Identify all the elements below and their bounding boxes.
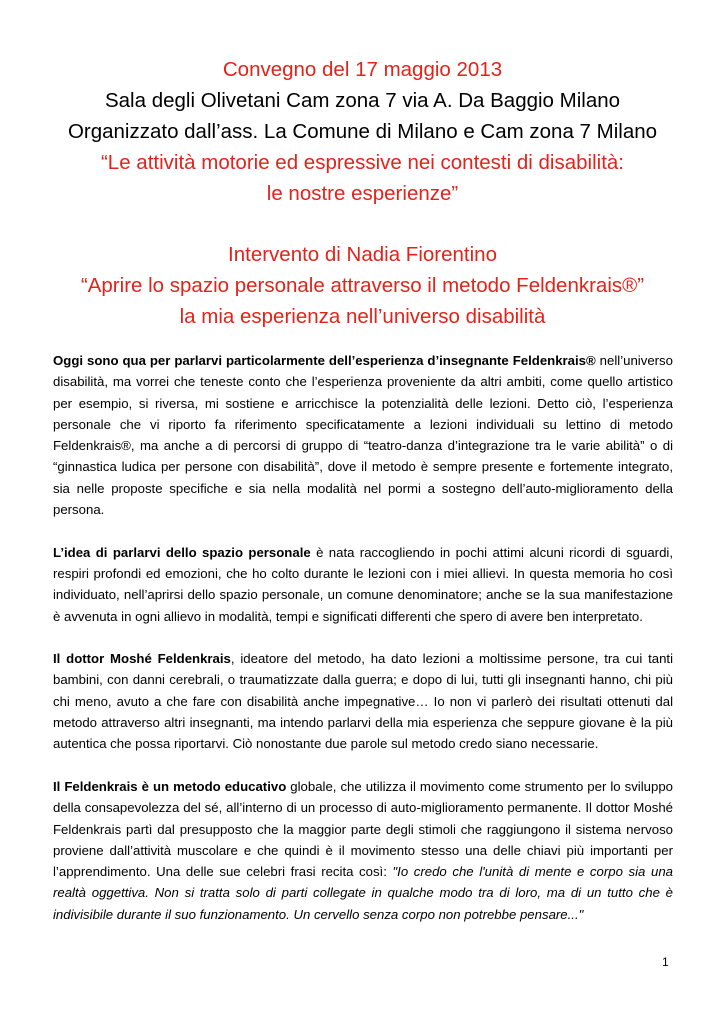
event-venue: Sala degli Olivetani Cam zona 7 via A. Da Baggio Milano <box>104 89 621 112</box>
paragraph-3 <box>53 648 673 754</box>
paragraph-2-text: è nata raccogliendo in pochi attimi alcuni ricordi di sguardi, respiri profondi ed emozioni, che ho colto durante le lezioni con i miei allievi. In questa memoria ho così individuato, nell’aprirsi dello spazio personale, un comune denominatore; anche se la sua manifestazione è avvenuta in ogni allievo in modalità, tempi e significati differenti che spero di avere ben interpretato. <box>53 544 673 624</box>
talk-title-line-1: “Aprire lo spazio personale attraverso il metodo Feldenkrais®” <box>80 274 645 297</box>
paragraph-4-lead: Il Feldenkrais è un metodo educativo <box>53 778 287 794</box>
event-title: Convegno del 17 maggio 2013 <box>222 58 503 81</box>
event-theme-line-2: le nostre esperienze” <box>266 182 459 205</box>
event-theme-line-1: “Le attività motorie ed espressive nei contesti di disabilità: <box>100 151 624 174</box>
paragraph-4-text: globale, che utilizza il movimento come strumento per lo sviluppo della consapevolezza del sé, all’interno di un processo di auto-miglioramento permanente. Il dottor Moshé Feldenkrais partì dal presupposto che la maggior parte degli stimoli che raggiungono il sistema nervoso proviene dall’attività muscolare e che quindi è il movimento stesso una delle chiavi più importanti per l’apprendimento. Una delle sue celebri frasi recita così: <box>53 778 673 880</box>
paragraph-4 <box>53 776 673 925</box>
paragraph-1-text: nell’universo disabilità, ma vorrei che teneste conto che l’esperienza proveniente da altri ambiti, come quello artistico per esempio, si riversa, mi sostiene e arricchisce la potenzialità delle lezioni. Detto ciò, l’esperienza personale che vi riporto fa riferimento specificatamente a lezioni individuali su lettino di metodo Feldenkrais®, ma anche a di percorsi di gruppo di “teatro-danza d’integrazione tra le varie abilità” o di “ginnastica ludica per persone con disabilità”, dove il metodo è sempre presente e fortemente integrato, sia nelle proposte specifiche e sia nella modalità nel pormi a sostegno dell’auto-miglioramento della persona. <box>53 353 673 518</box>
speaker-name: Intervento di Nadia Fiorentino <box>228 243 497 266</box>
feldenkrais-quote: "Io credo che l'unità di mente e corpo sia una realtà oggettiva. Non si tratta solo di parti collegate in qualche modo tra di loro, ma di un tutto che è indivisibile durante il suo funzionamento. Un cervello senza corpo non potrebbe pensare..." <box>53 864 673 922</box>
paragraph-2-lead: L’idea di parlarvi dello spazio personale <box>53 544 311 560</box>
paragraph-1-lead: Oggi sono qua per parlarvi particolarmente dell’esperienza d’insegnante Feldenkrais® <box>53 353 596 368</box>
page-number: 1 <box>662 955 669 969</box>
paragraph-1 <box>53 350 673 520</box>
document-header <box>40 54 685 332</box>
paragraph-3-text: , ideatore del metodo, ha dato lezioni a moltissime persone, tra cui tanti bambini, con danni cerebrali, o traumatizzate dalla guerra; e dopo di lui, tutti gli insegnanti hanno, chi più chi meno, avuto a che fare con disabilità anche impegnative… Io non vi parlerò dei risultati ottenuti dal metodo attraverso altri insegnanti, ma intendo parlarvi della mia esperienza che seppure giovane è la più autentica che possa riportarvi. Ciò nonostante due parole sul metodo credo siano necessarie. <box>53 651 673 752</box>
paragraph-3-lead: Il dottor Moshé Feldenkrais <box>53 651 231 667</box>
document-body <box>53 350 673 946</box>
talk-title-line-2: la mia esperienza nell’universo disabilità <box>179 305 546 328</box>
event-organizer: Organizzato dall’ass. La Comune di Milano e Cam zona 7 Milano <box>67 120 658 143</box>
paragraph-2 <box>53 542 673 627</box>
header-spacer <box>40 209 685 239</box>
